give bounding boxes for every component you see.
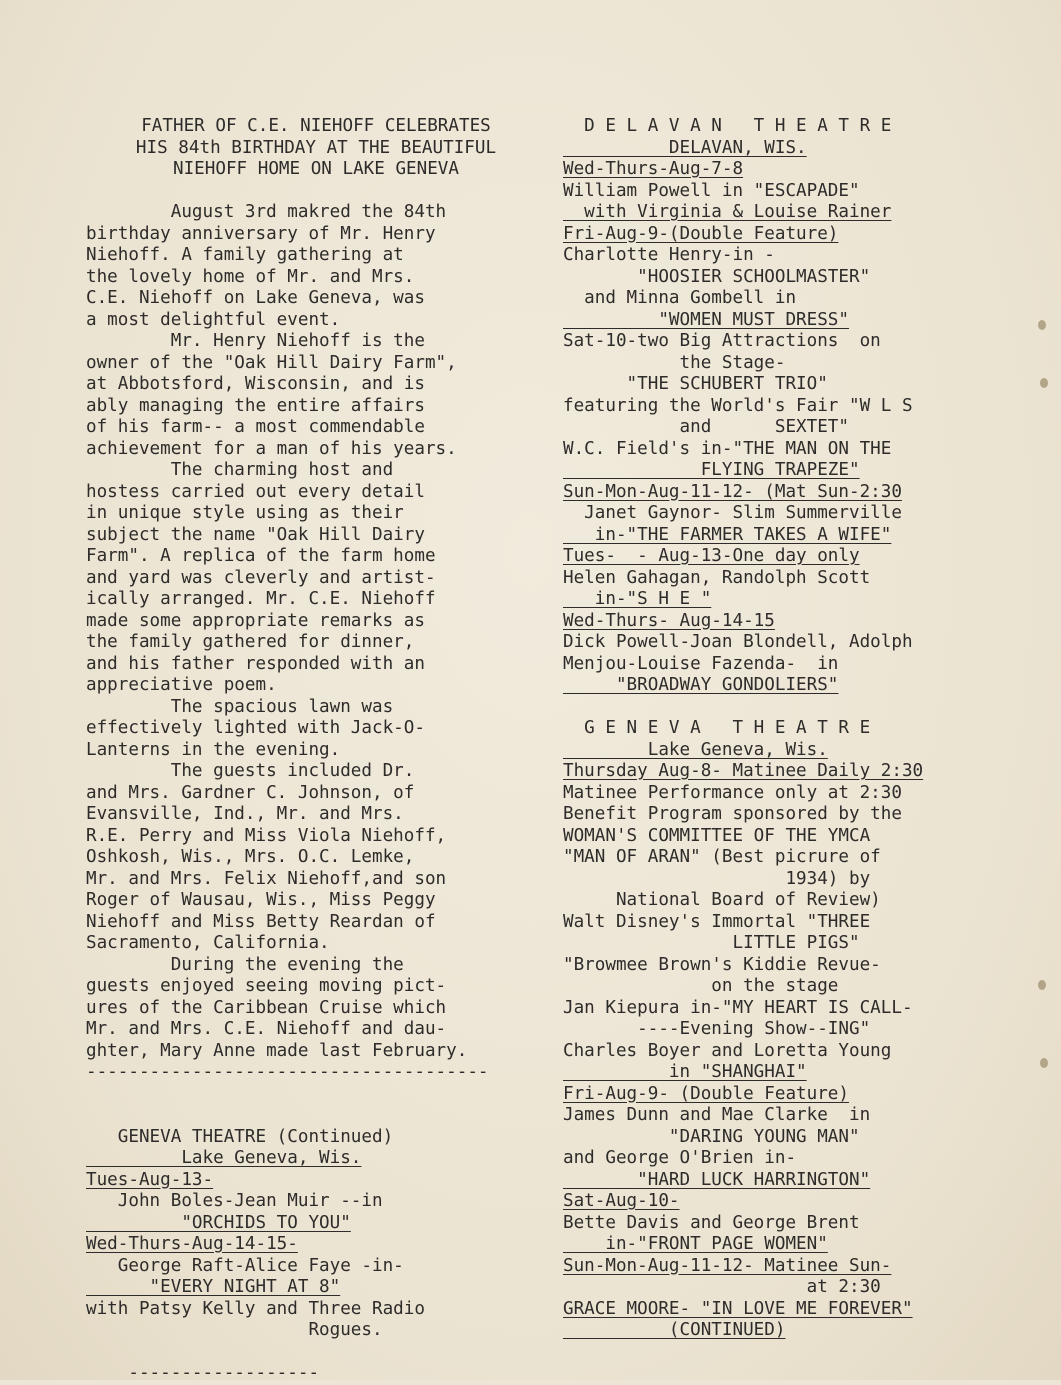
text-line: R.E. Perry and Miss Viola Niehoff, <box>86 825 447 846</box>
text-line: Mr. Henry Niehoff is the <box>86 331 425 351</box>
text-line: "THE SCHUBERT TRIO" <box>563 374 828 394</box>
text-line: Charlotte Henry-in - <box>563 245 775 265</box>
text-line: Wed-Thurs-Aug-7-8 <box>563 159 744 179</box>
text-line: birthday anniversary of Mr. Henry <box>86 223 436 244</box>
headline-line: HIS 84th BIRTHDAY AT THE BEAUTIFUL <box>135 137 497 158</box>
binder-hole-mark <box>1040 378 1048 388</box>
text-line: John Boles-Jean Muir --in <box>86 1191 383 1211</box>
text-line: Niehoff. A family gathering at <box>86 245 404 265</box>
text-line: in-"FRONT PAGE WOMEN" <box>563 1234 828 1254</box>
headline-line: FATHER OF C.E. NIEHOFF CELEBRATES <box>141 116 491 136</box>
text-line: George Raft-Alice Faye -in- <box>86 1255 404 1276</box>
right-column <box>563 116 993 1342</box>
text-line: "HARD LUCK HARRINGTON" <box>563 1169 871 1190</box>
text-line: Mr. and Mrs. C.E. Niehoff and dau- <box>86 1019 447 1039</box>
text-line: "DARING YOUNG MAN" <box>563 1126 860 1147</box>
text-line: Bette Davis and George Brent <box>563 1212 860 1233</box>
text-line: Janet Gaynor- Slim Summerville <box>563 503 902 523</box>
text-line: Oshkosh, Wis., Mrs. O.C. Lemke, <box>86 847 415 867</box>
binder-hole-mark <box>1040 1058 1048 1068</box>
text-line: subject the name "Oak Hill Dairy <box>86 524 425 545</box>
text-line: Helen Gahagan, Randolph Scott <box>563 567 871 588</box>
text-line: and Minna Gombell in <box>563 288 797 308</box>
text-line: William Powell in "ESCAPADE" <box>563 180 860 201</box>
binder-hole-mark <box>1038 980 1046 990</box>
text-line: Mr. and Mrs. Felix Niehoff,and son <box>86 868 447 889</box>
blank-line <box>86 1105 546 1127</box>
text-line: Thursday Aug-8- Matinee Daily 2:30 <box>563 761 924 781</box>
text-line: W.C. Field's in-"THE MAN ON THE <box>563 438 892 459</box>
text-line: at 2:30 <box>563 1277 881 1297</box>
text-line: and SEXTET" <box>563 417 849 437</box>
text-line: Sat-10-two Big Attractions on <box>563 331 881 351</box>
text-line: ----Evening Show--ING" <box>563 1019 871 1039</box>
blank-line <box>86 1342 546 1364</box>
separator-line: -------------------------------------- <box>86 1062 489 1082</box>
text-line: Farm". A replica of the farm home <box>86 546 436 566</box>
text-line: ably managing the entire affairs <box>86 395 425 416</box>
text-line: on the stage <box>563 976 839 996</box>
text-line: and his father responded with an <box>86 653 425 674</box>
text-line: Fri-Aug-9- (Double Feature) <box>563 1083 849 1104</box>
text-line: ically arranged. Mr. C.E. Niehoff <box>86 589 436 609</box>
text-line: a most delightful event. <box>86 309 341 330</box>
text-line: National Board of Review) <box>563 890 881 910</box>
text-line: Sun-Mon-Aug-11-12- (Mat Sun-2:30 <box>563 481 902 502</box>
text-line: effectively lighted with Jack-O- <box>86 718 425 738</box>
text-line: appreciative poem. <box>86 675 277 695</box>
text-line: ures of the Caribbean Cruise which <box>86 997 447 1018</box>
text-line: (CONTINUED) <box>563 1320 786 1340</box>
text-line: Sun-Mon-Aug-11-12- Matinee Sun- <box>563 1255 892 1276</box>
blank-line <box>563 697 993 719</box>
text-line: of his farm-- a most commendable <box>86 417 425 437</box>
text-line: Tues-Aug-13- <box>86 1169 214 1190</box>
text-line: The charming host and <box>86 460 394 480</box>
text-line: "BROADWAY GONDOLIERS" <box>563 675 839 695</box>
text-line: GRACE MOORE- "IN LOVE ME FOREVER" <box>563 1298 913 1319</box>
text-line: Wed-Thurs- Aug-14-15 <box>563 610 775 631</box>
text-line: Sat-Aug-10- <box>563 1191 680 1211</box>
text-line: FLYING TRAPEZE" <box>563 460 860 480</box>
text-line: with Virginia & Louise Rainer <box>563 202 892 222</box>
text-line: hostess carried out every detail <box>86 481 425 502</box>
text-line: ghter, Mary Anne made last February. <box>86 1040 468 1061</box>
text-line: guests enjoyed seeing moving pict- <box>86 976 447 996</box>
text-line: August 3rd makred the 84th <box>86 202 447 222</box>
text-line: "WOMEN MUST DRESS" <box>563 309 849 330</box>
left-column <box>86 116 546 1385</box>
text-line: Charles Boyer and Loretta Young <box>563 1040 892 1061</box>
text-line: made some appropriate remarks as <box>86 610 425 631</box>
text-line: Evansville, Ind., Mr. and Mrs. <box>86 804 404 824</box>
text-line: and yard was cleverly and artist- <box>86 567 436 588</box>
text-line: Rogues. <box>86 1320 383 1340</box>
text-line: Lake Geneva, Wis. <box>563 739 828 760</box>
text-line: G E N E V A T H E A T R E <box>563 718 871 738</box>
text-line: "Browmee Brown's Kiddie Revue- <box>563 954 881 975</box>
text-line: "MAN OF ARAN" (Best picrure of <box>563 847 881 867</box>
text-line: the Stage- <box>563 352 786 373</box>
text-line: Niehoff and Miss Betty Reardan of <box>86 911 436 932</box>
text-line: at Abbotsford, Wisconsin, and is <box>86 374 425 394</box>
text-line: During the evening the <box>86 954 404 975</box>
text-line: WOMAN'S COMMITTEE OF THE YMCA <box>563 825 871 846</box>
blank-line <box>86 181 546 203</box>
text-line: Fri-Aug-9-(Double Feature) <box>563 223 839 244</box>
text-line: Wed-Thurs-Aug-14-15- <box>86 1234 298 1254</box>
blank-line <box>86 1084 546 1106</box>
text-line: and George O'Brien in- <box>563 1148 797 1168</box>
text-line: the family gathered for dinner, <box>86 632 415 652</box>
text-line: The spacious lawn was <box>86 696 394 717</box>
text-line: James Dunn and Mae Clarke in <box>563 1105 871 1125</box>
text-line: the lovely home of Mr. and Mrs. <box>86 266 415 287</box>
text-line: Lanterns in the evening. <box>86 739 341 760</box>
text-line: in-"S H E " <box>563 589 712 609</box>
text-line: in "SHANGHAI" <box>563 1062 807 1082</box>
text-line: Walt Disney's Immortal "THREE <box>563 911 871 932</box>
text-line: and Mrs. Gardner C. Johnson, of <box>86 782 415 803</box>
text-line: Sacramento, California. <box>86 933 330 953</box>
text-line: Matinee Performance only at 2:30 <box>563 782 902 803</box>
text-line: GENEVA THEATRE (Continued) <box>86 1126 394 1147</box>
text-line: Lake Geneva, Wis. <box>86 1148 362 1168</box>
text-line: in-"THE FARMER TAKES A WIFE" <box>563 524 892 545</box>
text-line: with Patsy Kelly and Three Radio <box>86 1298 425 1319</box>
text-line: DELAVAN, WIS. <box>563 137 807 158</box>
binder-hole-mark <box>1038 320 1046 330</box>
text-line: Tues- - Aug-13-One day only <box>563 546 860 566</box>
separator-line: ------------------ <box>86 1363 320 1383</box>
text-line: owner of the "Oak Hill Dairy Farm", <box>86 352 457 373</box>
text-line: "HOOSIER SCHOOLMASTER" <box>563 266 871 287</box>
text-line: Benefit Program sponsored by the <box>563 804 902 824</box>
text-line: Jan Kiepura in-"MY HEART IS CALL- <box>563 997 913 1018</box>
text-line: C.E. Niehoff on Lake Geneva, was <box>86 288 425 308</box>
text-line: Menjou-Louise Fazenda- in <box>563 653 839 674</box>
text-line: featuring the World's Fair "W L S <box>563 395 913 416</box>
text-line: in unique style using as their <box>86 503 404 523</box>
text-line: 1934) by <box>563 868 871 889</box>
text-line: achievement for a man of his years. <box>86 438 457 459</box>
text-line: "ORCHIDS TO YOU" <box>86 1212 351 1233</box>
text-line: Dick Powell-Joan Blondell, Adolph <box>563 632 913 652</box>
text-line: D E L A V A N T H E A T R E <box>563 116 892 136</box>
text-line: "EVERY NIGHT AT 8" <box>86 1277 341 1297</box>
text-line: The guests included Dr. <box>86 761 415 781</box>
text-line: Roger of Wausau, Wis., Miss Peggy <box>86 890 436 910</box>
text-line: LITTLE PIGS" <box>563 933 860 953</box>
headline-line: NIEHOFF HOME ON LAKE GENEVA <box>173 159 459 179</box>
